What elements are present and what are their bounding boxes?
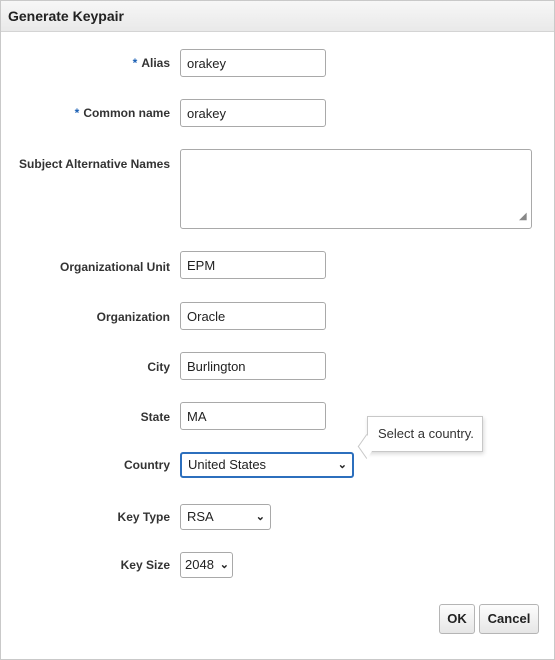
common-name-label: * Common name (74, 106, 170, 120)
alias-input[interactable] (180, 49, 326, 77)
alias-label: * Alias (132, 56, 170, 70)
subject-alt-names-textarea[interactable] (180, 149, 532, 229)
city-label: City (147, 360, 170, 374)
state-input[interactable] (180, 402, 326, 430)
common-name-input[interactable] (180, 99, 326, 127)
chevron-down-icon: ⌄ (219, 559, 229, 571)
dialog-title: Generate Keypair (1, 1, 554, 32)
required-marker: * (74, 106, 80, 120)
key-type-label: Key Type (117, 510, 170, 524)
key-size-label: Key Size (120, 558, 170, 572)
country-label: Country (124, 458, 170, 472)
country-tooltip: Select a country. (367, 416, 483, 452)
subject-alt-names-label: Subject Alternative Names (19, 157, 170, 171)
organization-label: Organization (96, 310, 170, 324)
required-marker: * (132, 56, 138, 70)
country-select[interactable] (180, 452, 354, 478)
key-type-select[interactable] (180, 504, 271, 530)
key-type-selected-value: RSA (187, 509, 214, 524)
key-size-select[interactable] (180, 552, 233, 578)
state-label: State (140, 410, 170, 424)
ok-button[interactable]: OK (439, 604, 475, 634)
resize-grip-icon[interactable]: ◢ (519, 211, 527, 222)
org-unit-input[interactable] (180, 251, 326, 279)
country-selected-value: United States (188, 457, 267, 472)
key-size-selected-value: 2048 (185, 557, 214, 572)
chevron-down-icon: ⌄ (337, 459, 347, 471)
cancel-button[interactable]: Cancel (479, 604, 539, 634)
organization-input[interactable] (180, 302, 326, 330)
chevron-down-icon: ⌄ (255, 511, 265, 523)
org-unit-label: Organizational Unit (59, 260, 170, 274)
city-input[interactable] (180, 352, 326, 380)
